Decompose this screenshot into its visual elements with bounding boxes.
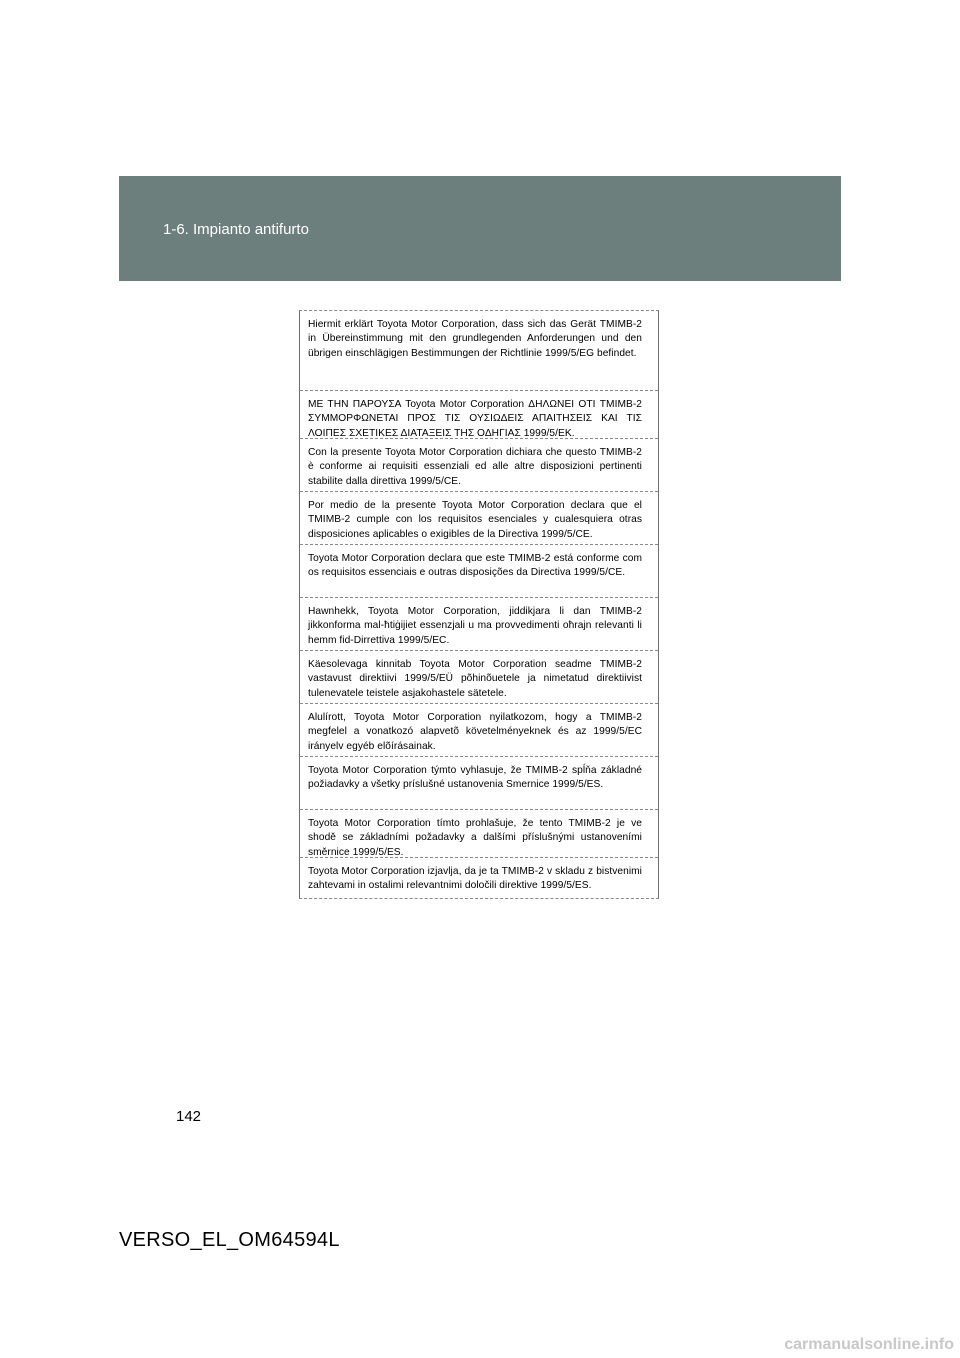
declaration-sk: Toyota Motor Corporation týmto vyhlasuje, že TMIMB-2 spĺňa základné požiadavky a všetky príslušné ustanovenia Smernice 1999/5/ES. [300, 757, 658, 810]
declaration-cs: Toyota Motor Corporation tímto prohlašuje, že tento TMIMB-2 je ve shodě se základními požadavky a dalšími příslušnými ustanoveními směrnice 1999/5/ES. [300, 810, 658, 858]
declaration-sl: Toyota Motor Corporation izjavlja, da je ta TMIMB-2 v skladu z bistvenimi zahtevami in ostalimi relevantnimi določili direktive 1999/5/ES. [308, 866, 642, 892]
section-title: 1-6. Impianto antifurto [163, 221, 309, 238]
watermark-text: carmanualsonline.info [784, 1336, 954, 1353]
declaration-table [299, 310, 659, 899]
section-header-band [119, 176, 841, 281]
document-code: VERSO_EL_OM64594L [119, 1229, 340, 1251]
declaration-hu: Alulírott, Toyota Motor Corporation nyilatkozom, hogy a TMIMB-2 megfelel a vonatkozó alapvetõ követelményeknek és az 1999/5/EC irányelv egyéb elõírásainak. [300, 704, 658, 757]
declaration-el: ΜΕ ΤΗΝ ΠΑΡΟΥΣΑ Toyota Motor Corporation ΔΗΛΩΝΕΙ ΟΤΙ TMIMB-2 ΣΥΜΜΟΡΦΩΝΕΤΑΙ ΠΡΟΣ ΤΙΣ ΟΥΣΙΩΔΕΙΣ ΑΠΑΙΤΗΣΕΙΣ ΚΑΙ ΤΙΣ ΛΟΙΠΕΣ ΣΧΕΤΙΚΕΣ ΔΙΑΤΑΞΕΙΣ ΤΗΣ ΟΔΗΓΙΑΣ 1999/5/ΕΚ. [300, 391, 658, 439]
declaration-es: Por medio de la presente Toyota Motor Corporation declara que el TMIMB-2 cumple con los requisitos esenciales y cualesquiera otras disposiciones aplicables o exigibles de la Directiva 1999/5/CE. [300, 492, 658, 545]
declaration-it: Con la presente Toyota Motor Corporation dichiara che questo TMIMB-2 è conforme ai requisiti essenziali ed alle altre disposizioni pertinenti stabilite dalla direttiva 1999/5/CE. [300, 439, 658, 492]
declaration-mt: Hawnhekk, Toyota Motor Corporation, jiddikjara li dan TMIMB-2 jikkonforma mal-ħtiġijiet essenzjali u ma provvedimenti oħrajn relevanti li hemm fid-Dirrettiva 1999/5/EC. [300, 598, 658, 651]
page-number: 142 [176, 1108, 202, 1125]
declaration-et: Käesolevaga kinnitab Toyota Motor Corporation seadme TMIMB-2 vastavust direktiivi 1999/5/EÜ põhinõuetele ja nimetatud direktiivist tulenevatele teistele asjakohastele sätetele. [300, 651, 658, 704]
declaration-pt: Toyota Motor Corporation declara que este TMIMB-2 está conforme com os requisitos essenciais e outras disposições da Directiva 1999/5/CE. [300, 545, 658, 598]
declaration-de: Hiermit erklärt Toyota Motor Corporation, dass sich das Gerät TMIMB-2 in Übereinstimmung mit den grundlegenden Anforderungen und den übrigen einschlägigen Bestimmungen der Richtlinie 1999/5/EG befindet. [300, 311, 658, 391]
